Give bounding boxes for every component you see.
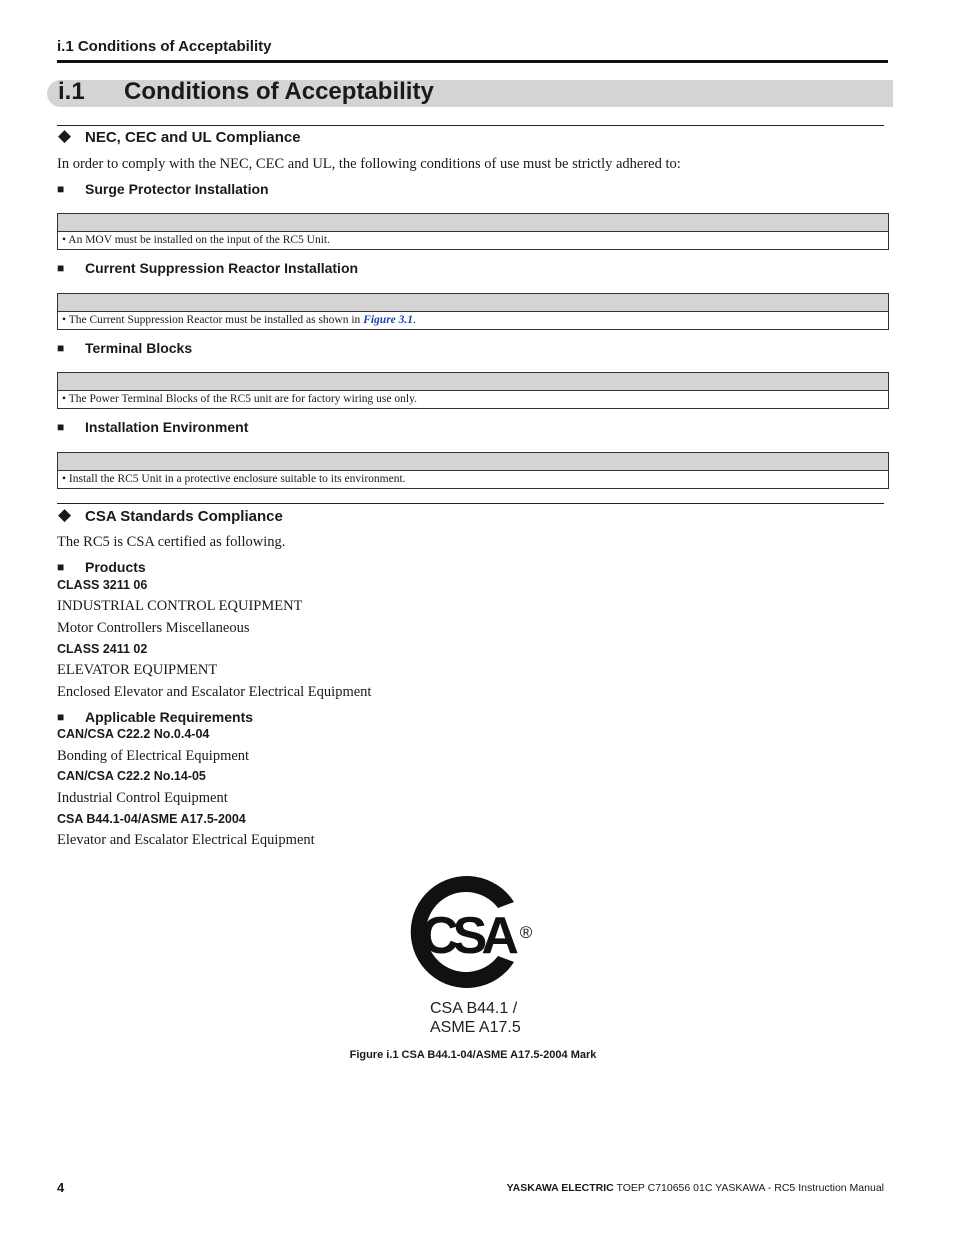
surge-protector-box [57, 213, 889, 250]
products-title: Products [85, 559, 146, 575]
reactor-installation-title: Current Suppression Reactor Installation [85, 260, 359, 276]
running-header: i.1 Conditions of Acceptability [57, 38, 272, 55]
reactor-installation-item [58, 312, 888, 329]
applicable-requirements-title: Applicable Requirements [85, 709, 254, 725]
square-bullet-icon: ■ [57, 182, 65, 196]
footer-doc-number: TOEP C710656 01C YASKAWA - RC5 Instruction Manual [613, 1182, 884, 1194]
csa-intro-text: The RC5 is CSA certified as following. [57, 534, 286, 550]
requirement-code: CAN/CSA C22.2 No.14-05 [57, 769, 206, 783]
reactor-item-end: . [413, 314, 416, 326]
surge-protector-item: • An MOV must be installed on the input of the RC5 Unit. [62, 234, 330, 246]
square-bullet-icon: ■ [57, 560, 65, 574]
square-bullet-icon: ■ [57, 261, 65, 275]
surge-protector-title: Surge Protector Installation [85, 181, 269, 197]
box-header-bar [58, 294, 888, 312]
requirement-description: Elevator and Escalator Electrical Equipment [57, 832, 315, 848]
registered-mark-icon: ® [519, 923, 533, 942]
class-description: Motor Controllers Miscellaneous [57, 620, 250, 636]
footer-brand: YASKAWA ELECTRIC [506, 1182, 614, 1194]
reactor-item-text: • The Current Suppression Reactor must be installed as shown in [62, 314, 364, 326]
terminal-blocks-box [57, 372, 889, 409]
requirement-description: Industrial Control Equipment [57, 790, 228, 806]
class-code: CLASS 2411 02 [57, 642, 148, 656]
requirement-code: CSA B44.1-04/ASME A17.5-2004 [57, 812, 246, 826]
csa-logo-icon [410, 868, 540, 996]
class-description: Enclosed Elevator and Escalator Electrical Equipment [57, 684, 372, 700]
csa-mark-label: CSA B44.1 / [430, 1000, 518, 1017]
box-header-bar [58, 214, 888, 232]
figure-3-1-link[interactable]: Figure 3.1 [363, 314, 414, 326]
chapter-number: i.1 [58, 78, 85, 105]
class-code: CLASS 3211 06 [57, 578, 148, 592]
requirement-code: CAN/CSA C22.2 No.0.4-04 [57, 727, 210, 741]
csa-section-title: CSA Standards Compliance [85, 508, 283, 525]
csa-mark-label: ASME A17.5 [430, 1019, 521, 1036]
figure-caption: Figure i.1 CSA B44.1-04/ASME A17.5-2004 Mark [349, 1049, 597, 1061]
installation-environment-box [57, 452, 889, 489]
reactor-installation-box [57, 293, 889, 330]
terminal-blocks-item: • The Power Terminal Blocks of the RC5 unit are for factory wiring use only. [62, 393, 417, 405]
page-number: 4 [57, 1180, 65, 1195]
chapter-title: Conditions of Acceptability [124, 78, 434, 105]
square-bullet-icon: ■ [57, 710, 65, 724]
footer-doc-info [507, 1182, 884, 1194]
requirement-description: Bonding of Electrical Equipment [57, 748, 250, 764]
csa-logo-letters: CSA [421, 907, 513, 965]
installation-environment-item: • Install the RC5 Unit in a protective enclosure suitable to its environment. [62, 473, 406, 485]
diamond-bullet-icon: ◆ [58, 126, 72, 145]
section-rule-csa [57, 503, 884, 504]
nec-section-title: NEC, CEC and UL Compliance [85, 129, 301, 146]
square-bullet-icon: ■ [57, 341, 65, 355]
box-header-bar [58, 373, 888, 391]
header-rule [57, 60, 888, 63]
diamond-bullet-icon: ◆ [58, 505, 72, 524]
terminal-blocks-title: Terminal Blocks [85, 340, 193, 356]
section-rule-nec [57, 125, 884, 126]
class-description: INDUSTRIAL CONTROL EQUIPMENT [57, 598, 303, 614]
nec-intro-text: In order to comply with the NEC, CEC and UL, the following conditions of use must be strictly adhered to: [57, 156, 681, 172]
class-description: ELEVATOR EQUIPMENT [57, 662, 218, 678]
installation-environment-title: Installation Environment [85, 419, 249, 435]
square-bullet-icon: ■ [57, 420, 65, 434]
box-header-bar [58, 453, 888, 471]
